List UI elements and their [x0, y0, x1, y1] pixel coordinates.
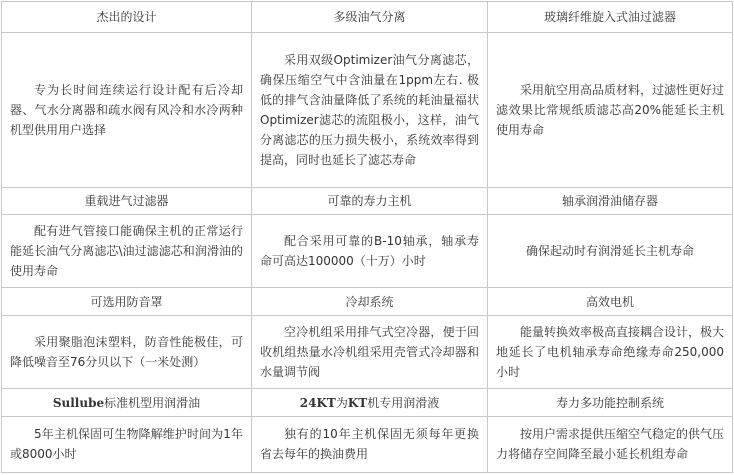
feature-desc-cooling-system: 空冷机组采用排气式空冷器，便于回收机组热量水冷机组采用壳管式冷却器和水量调节阀 — [252, 315, 488, 388]
feature-desc-outstanding-design: 专为长时间连续运行设计配有后冷却器、气水分离器和疏水阀有风冷和水冷两种机型供用用户选择 — [2, 32, 252, 187]
feature-desc-multistage-separation: 采用双级Optimizer油气分离滤芯，确保压缩空气中含油量在1ppm左右. 极低的排气含油量降低了系统的耗油量福状Optimizer滤芯的流阻极小，这样，油气分离滤芯的压力损失极小，系统效率得到提高，同时也延长了滤芯寿命 — [252, 32, 488, 187]
feature-title-24kt-fluid: 24KT为KT机专用润滑液 — [252, 389, 488, 417]
feature-desc-bearing-oil-reservoir: 确保起动时有润滑延长主机寿命 — [488, 215, 733, 288]
feature-title-multistage-separation: 多级油气分离 — [252, 2, 488, 33]
description-row — [2, 315, 733, 388]
feature-title-intake-filter: 重载进气过滤器 — [2, 187, 252, 215]
feature-title-glass-fiber-filter: 玻璃纤维旋入式油过滤器 — [488, 2, 733, 33]
feature-title-control-system: 寿力多功能控制系统 — [488, 389, 733, 417]
feature-desc-sullube-oil: 5年主机保固可生物降解维护时间为1年或8000小时 — [2, 416, 252, 472]
feature-desc-glass-fiber-filter: 采用航空用高品质材料，过滤性更好过滤效果比常规纸质滤芯高20%能延长主机使用寿命 — [488, 32, 733, 187]
description-row — [2, 32, 733, 187]
feature-title-sullube-oil: Sullube标准机型用润滑油 — [2, 389, 252, 417]
feature-title-efficient-motor: 高效电机 — [488, 288, 733, 316]
header-row — [2, 2, 733, 33]
feature-desc-control-system: 按用户需求提供压缩空气稳定的供气压力将储存空间降至最小延长机组寿命 — [488, 416, 733, 472]
feature-title-cooling-system: 冷却系统 — [252, 288, 488, 316]
feature-title-sound-enclosure: 可选用防音罩 — [2, 288, 252, 316]
feature-desc-24kt-fluid: 独有的10年主机保固无须每年更换省去每年的换油费用 — [252, 416, 488, 472]
feature-desc-sound-enclosure: 采用聚脂泡沫塑料，防音性能极佳，可降低噪音至76分贝以下（一米处测） — [2, 315, 252, 388]
feature-desc-efficient-motor: 能量转换效率极高直接耦合设计，极大地延长了电机轴承寿命绝缘寿命250,000小时 — [488, 315, 733, 388]
feature-title-bearing-oil-reservoir: 轴承润滑油储存器 — [488, 187, 733, 215]
feature-title-main-unit: 可靠的寿力主机 — [252, 187, 488, 215]
feature-title-outstanding-design: 杰出的设计 — [2, 2, 252, 33]
header-row — [2, 389, 733, 417]
header-row — [2, 187, 733, 215]
description-row — [2, 215, 733, 288]
description-row — [2, 416, 733, 472]
header-row — [2, 288, 733, 316]
feature-table — [1, 1, 733, 473]
feature-desc-main-unit: 配合采用可靠的B-10轴承，轴承寿命可高达100000（十万）小时 — [252, 215, 488, 288]
feature-desc-intake-filter: 配有进气管接口能确保主机的正常运行能延长油气分离滤芯\油过滤滤芯和润滑油的使用寿命 — [2, 215, 252, 288]
